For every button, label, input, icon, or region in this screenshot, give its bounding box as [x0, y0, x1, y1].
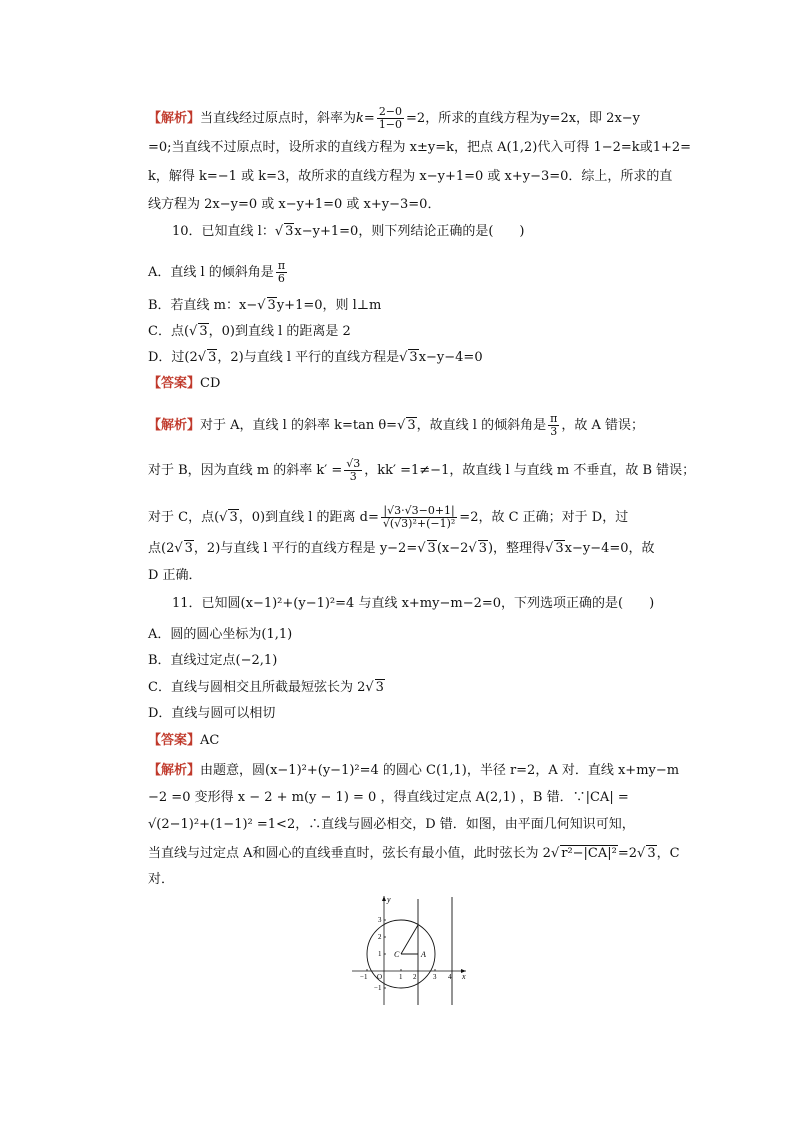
x-axis-label: x	[462, 972, 466, 981]
point-a-label: A	[421, 950, 426, 959]
x-tick-label: 1	[399, 973, 403, 981]
q10-option-b: B．若直线 m：x−√ 3y+1=0，则 l⊥m	[148, 298, 382, 313]
q11-stem: 11．已知圆(x−1)²+(y−1)²=4 与直线 x+my−m−2=0，下列选项正确的是( )	[172, 596, 655, 611]
y-axis-label: y	[387, 895, 391, 904]
q10-option-c: C．点(√ 3，0)到直线 l 的距离是 2	[148, 324, 351, 339]
answer-tag: 【答案】	[148, 733, 201, 748]
y-tick-label: 1	[378, 950, 382, 958]
fraction: $\frac{\pi}{6}$	[277, 259, 286, 285]
q9-analysis-line-1: 【解析】当直线经过原点时，斜率为k= $\frac{2-0}{1-0}$ =2，所求的直线方程为y=2x，即 2x−y	[148, 105, 641, 131]
q11-option-d: D．直线与圆可以相切	[148, 706, 276, 721]
analysis-tag: 【解析】	[148, 418, 201, 433]
q11-option-b: B．直线过定点(−2,1)	[148, 653, 278, 668]
q10-option-d: D．过(2√ 3，2)与直线 l 平行的直线方程是√ 3x−y−4=0	[148, 350, 483, 365]
q11-analysis-line-1: 【解析】由题意，圆(x−1)²+(y−1)²=4 的圆心 C(1,1)，半径 r=2，A 对．直线 x+my−m	[148, 763, 680, 778]
fraction: $\frac{|√3\cdot√3-0+1|}{\text{√(√3)²+(−1)²}}$	[382, 504, 456, 530]
q9-analysis-line-3: k，解得 k=−1 或 k=3，故所求的直线方程为 x−y+1=0 或 x+y−3=0．综上，所求的直	[148, 169, 673, 184]
x-tick-label: −1	[360, 973, 368, 981]
y-tick-label: −1	[374, 984, 382, 992]
q10-analysis-line-2: 对于 B，因为直线 m 的斜率 k′ = $\frac{√3}{3}$ ，kk′ =1≠−1，故直线 l 与直线 m 不垂直，故 B 错误；	[148, 457, 696, 483]
q11-analysis-line-5: 对．	[148, 872, 175, 887]
segment-c-chord	[401, 925, 418, 954]
analysis-tag: 【解析】	[148, 111, 201, 126]
q10-analysis-line-5: D 正确．	[148, 568, 202, 583]
q10-analysis-line-1: 【解析】对于 A，直线 l 的斜率 k=tan θ=√ 3，故直线 l 的倾斜角是 $\frac{\pi}{3}$ ，故 A 错误；	[148, 412, 644, 438]
x-tick-label: 3	[433, 973, 437, 981]
y-tick-label: 3	[378, 916, 382, 924]
x-tick-label: 4	[448, 973, 452, 981]
q10-option-a: A．直线 l 的倾斜角是 $\frac{\pi}{6}$	[148, 259, 286, 285]
q11-answer: 【答案】AC	[148, 733, 220, 748]
q10-stem: 10．已知直线 l：√ 3x−y+1=0，则下列结论正确的是( )	[172, 224, 525, 239]
q11-analysis-line-2: −2 =0 变形得 x − 2 + m(y − 1) = 0 ，得直线过定点 A(2,1) ，B 错．∵|CA| =	[148, 790, 629, 805]
analysis-tag: 【解析】	[148, 763, 201, 778]
q10-analysis-line-3: 对于 C，点(√ 3，0)到直线 l 的距离 d= $\frac{|√3\cdot√3-0+1|}{\text{√(√3)²+(−1)²}}$ =2，故 C 正确；对于 D，过	[148, 504, 629, 530]
q11-analysis-line-4: 当直线与过定点 A和圆心的直线垂直时，弦长有最小值，此时弦长为 2√ r²−|CA|²=2√ 3，C	[148, 846, 680, 861]
q11-option-a: A．圆的圆心坐标为(1,1)	[148, 627, 293, 642]
fraction: $\frac{\pi}{3}$	[550, 412, 558, 438]
x-tick-label: 2	[413, 973, 417, 981]
q10-answer: 【答案】CD	[148, 376, 221, 391]
fraction: $\frac{√3}{3}$	[346, 457, 361, 483]
q11-analysis-line-3: √(2−1)²+(1−1)² =1<2，∴直线与圆必相交，D 错．如图，由平面几何知识可知，	[148, 817, 635, 832]
circle-line-figure	[350, 893, 470, 1008]
origin-label: O	[377, 973, 383, 981]
y-tick-label: 2	[378, 933, 382, 941]
q9-analysis-line-2: =0;当直线不过原点时，设所求的直线方程为 x±y=k，把点 A(1,2)代入可得 1−2=k或1+2=	[148, 140, 692, 155]
point-c-label: C	[394, 950, 400, 959]
fraction: $\frac{2-0}{1-0}$	[378, 105, 403, 131]
q9-analysis-line-4: 线方程为 2x−y=0 或 x−y+1=0 或 x+y−3=0．	[148, 197, 441, 212]
q11-option-c: C．直线与圆相交且所截最短弦长为 2√ 3	[148, 680, 384, 695]
q10-analysis-line-4: 点(2√ 3，2)与直线 l 平行的直线方程是 y−2=√ 3(x−2√ 3)，整理得√ 3x−y−4=0，故	[148, 541, 655, 556]
answer-tag: 【答案】	[148, 376, 201, 391]
y-axis-arrow	[382, 896, 386, 901]
